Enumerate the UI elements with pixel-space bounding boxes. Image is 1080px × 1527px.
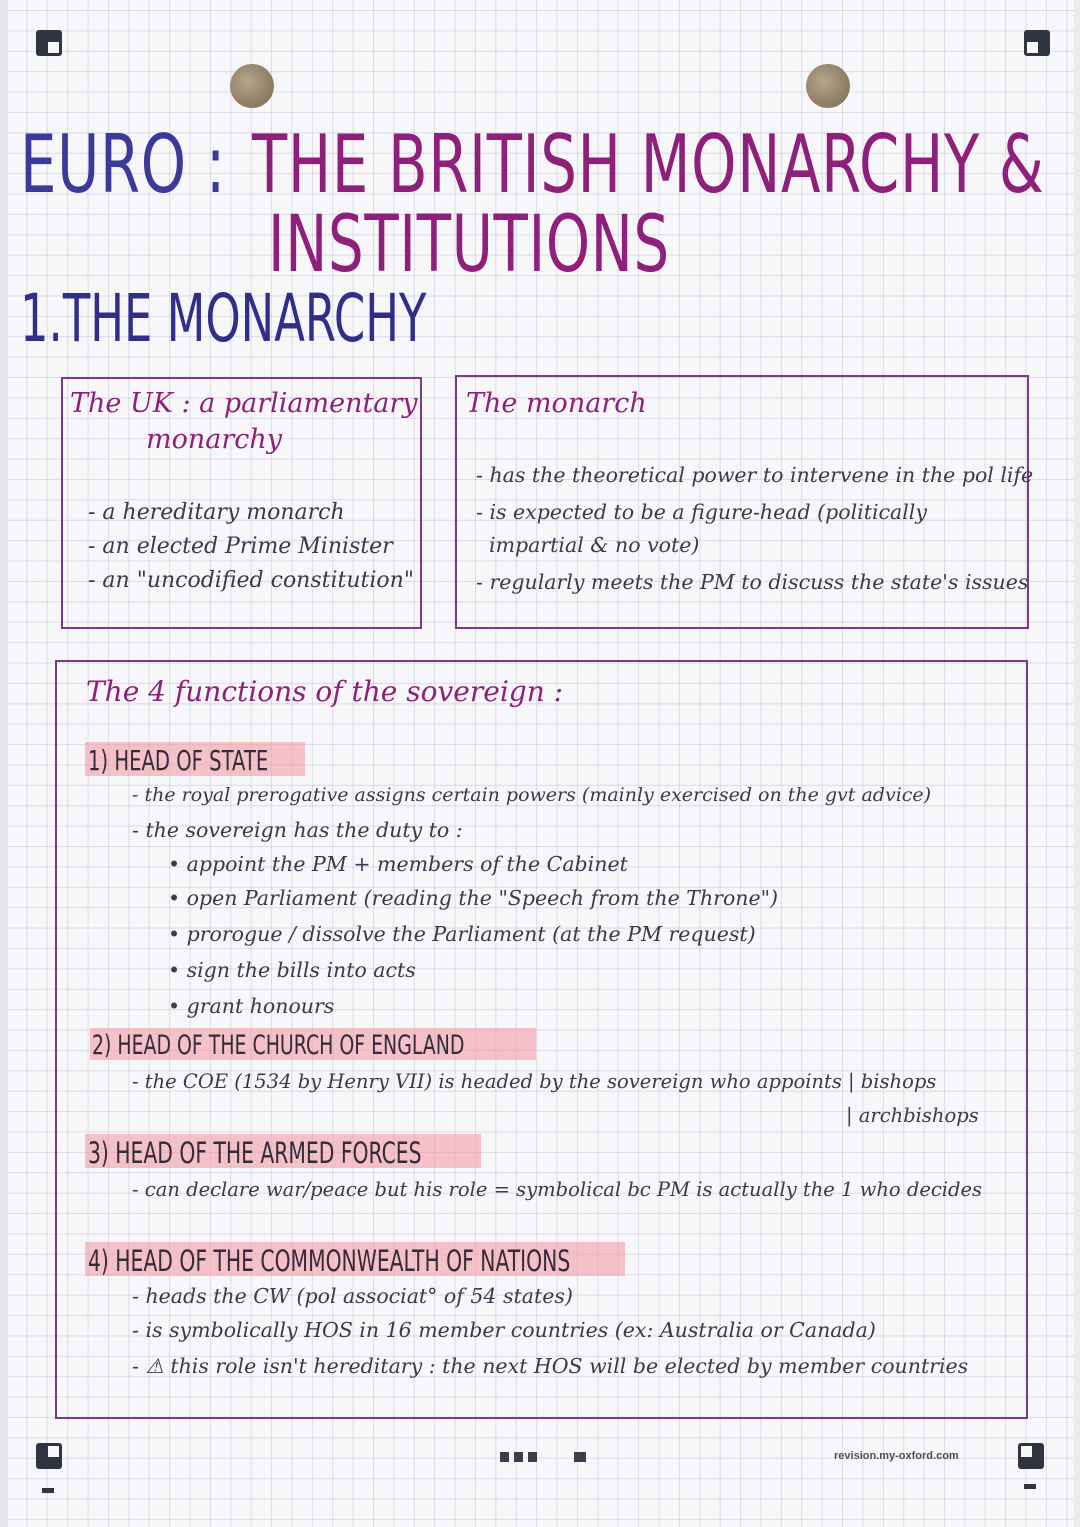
uk-box-item: - an elected Prime Minister: [88, 534, 393, 559]
footer-url: revision.my-oxford.com: [834, 1450, 959, 1462]
function-line: - the COE (1534 by Henry VII) is headed by the sovereign who appoints | bishops: [132, 1070, 937, 1093]
function-heading-church: 2) HEAD OF THE CHURCH OF ENGLAND: [92, 1030, 465, 1061]
function-bullet: • sign the bills into acts: [168, 958, 416, 982]
function-line: - can declare war/peace but his role = symbolical bc PM is actually the 1 who decides: [132, 1178, 983, 1201]
function-line: - the sovereign has the duty to :: [132, 818, 463, 842]
corner-marker-dash-right: [1024, 1484, 1036, 1489]
page-left-edge: [0, 0, 8, 1527]
binder-hole-left: [230, 64, 274, 108]
function-heading-commonwealth: 4) HEAD OF THE COMMONWEALTH OF NATIONS: [88, 1244, 571, 1278]
function-line: - is symbolically HOS in 16 member countries (ex: Australia or Canada): [132, 1318, 876, 1342]
function-bullet: • appoint the PM + members of the Cabinet: [168, 852, 628, 876]
corner-marker-bottom-right: [1018, 1443, 1044, 1469]
function-line: - ⚠ this role isn't hereditary : the next HOS will be elected by member countries: [132, 1354, 969, 1378]
uk-box-title-line1: The UK : a parliamentary: [70, 388, 418, 419]
title-main-line2: INSTITUTIONS: [268, 200, 670, 290]
monarch-box-item: - is expected to be a figure-head (politically: [476, 500, 927, 524]
uk-box-item: - an "uncodified constitution": [88, 568, 414, 593]
footer-mark: [528, 1452, 537, 1462]
footer-mark: [574, 1452, 586, 1462]
page-right-edge: [1074, 0, 1080, 1527]
function-line: - heads the CW (pol associat° of 54 states): [132, 1284, 573, 1308]
function-heading-head-of-state: 1) HEAD OF STATE: [88, 744, 269, 777]
monarch-box-item: impartial & no vote): [476, 533, 700, 557]
corner-marker-top-right: [1024, 30, 1050, 56]
footer-mark: [514, 1452, 523, 1462]
binder-hole-right: [806, 64, 850, 108]
function-line: | archbishops: [846, 1104, 979, 1127]
function-bullet: • open Parliament (reading the "Speech from the Throne"): [168, 886, 779, 910]
title-main-line1: THE BRITISH MONARCHY &: [252, 118, 1045, 211]
uk-box-item: - a hereditary monarch: [88, 500, 345, 525]
function-bullet: • prorogue / dissolve the Parliament (at the PM request): [168, 922, 756, 946]
function-line: - the royal prerogative assigns certain powers (mainly exercised on the gvt advice): [132, 784, 932, 806]
corner-marker-bottom-left: [36, 1443, 62, 1469]
monarch-box-title: The monarch: [466, 388, 647, 419]
monarch-box-item: - has the theoretical power to intervene in the pol life: [476, 463, 1034, 487]
corner-marker-top-left: [36, 30, 62, 56]
function-heading-armed-forces: 3) HEAD OF THE ARMED FORCES: [88, 1136, 422, 1170]
title-prefix: EURO :: [20, 118, 226, 211]
monarch-box-item: - regularly meets the PM to discuss the state's issues: [476, 570, 1029, 594]
uk-box-title-line2: monarchy: [146, 424, 283, 455]
corner-marker-dash-left: [42, 1488, 54, 1493]
footer-mark: [500, 1452, 509, 1462]
functions-box-title: The 4 functions of the sovereign :: [86, 675, 564, 708]
function-bullet: • grant honours: [168, 994, 335, 1018]
section-heading: 1.THE MONARCHY: [20, 280, 427, 357]
